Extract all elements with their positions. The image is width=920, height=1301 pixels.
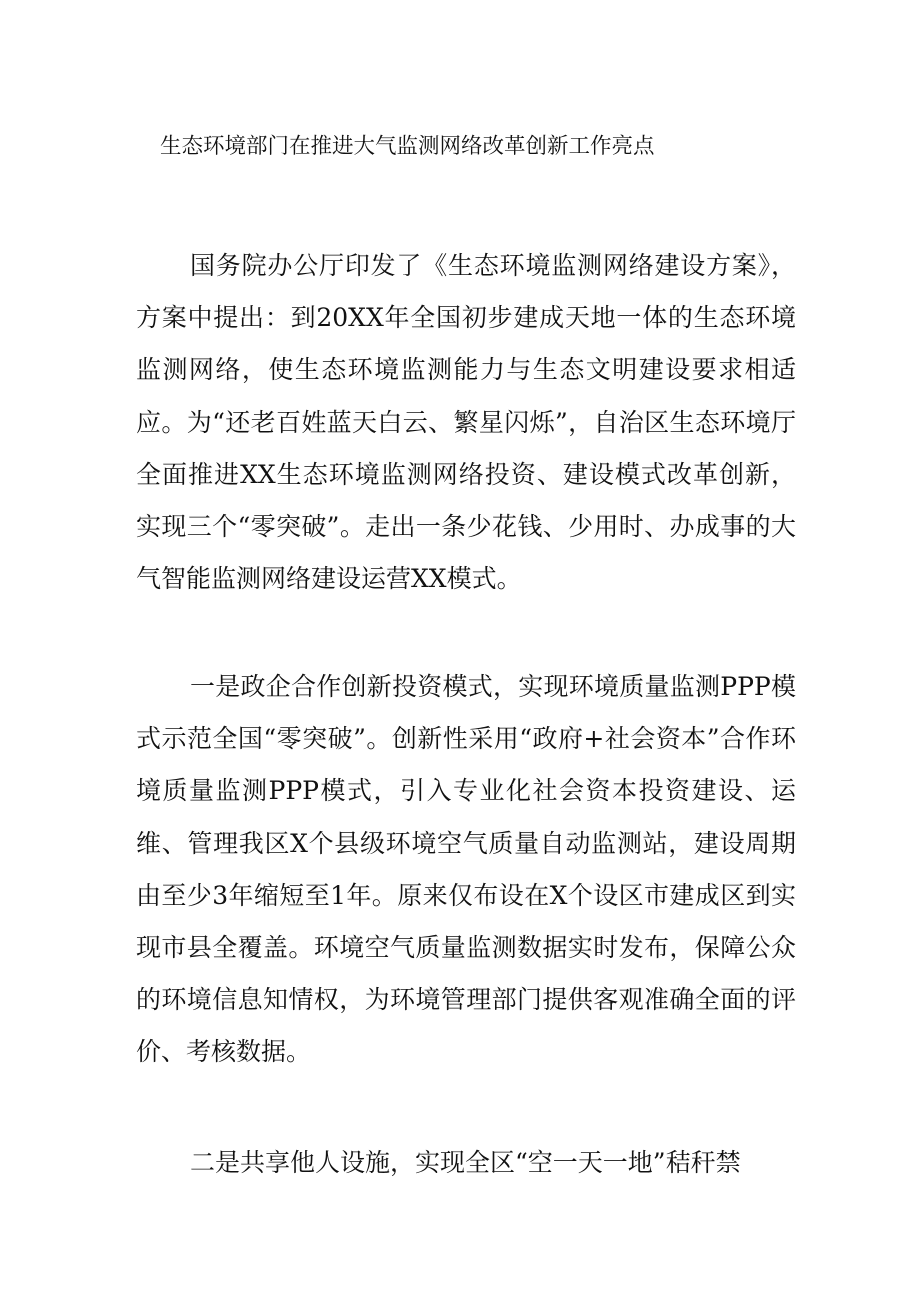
paragraph-1: 国务院办公厅印发了《生态环境监测网络建设方案》，方案中提出：到20XX年全国初步建成天地一体的生态环境监测网络，使生态环境监测能力与生态文明建设要求相适应。为“还老百姓蓝天白云、繁星闪烁”，自治区生态环境厅全面推进XX生态环境监测网络投资、建设模式改革创新，实现三个“零突破”。走出一条少花钱、少用时、办成事的大气智能监测网络建设运营XX模式。 — [136, 251, 796, 594]
paragraph-2: 一是政企合作创新投资模式，实现环境质量监测PPP模式示范全国“零突破”。创新性采用“政府+社会资本”合作环境质量监测PPP模式，引入专业化社会资本投资建设、运维、管理我区X个县级环境空气质量自动监测站，建设周期由至少3年缩短至1年。原来仅布设在X个设区市建成区到实现市县全覆盖。环境空气质量监测数据实时发布，保障公众的环境信息知情权，为环境管理部门提供客观准确全面的评价、考核数据。 — [136, 672, 796, 1067]
paragraph-3: 二是共享他人设施，实现全区“空一天一地”秸秆禁 — [190, 1148, 741, 1177]
document-title: 生态环境部门在推进大气监测网络改革创新工作亮点 — [160, 134, 655, 159]
